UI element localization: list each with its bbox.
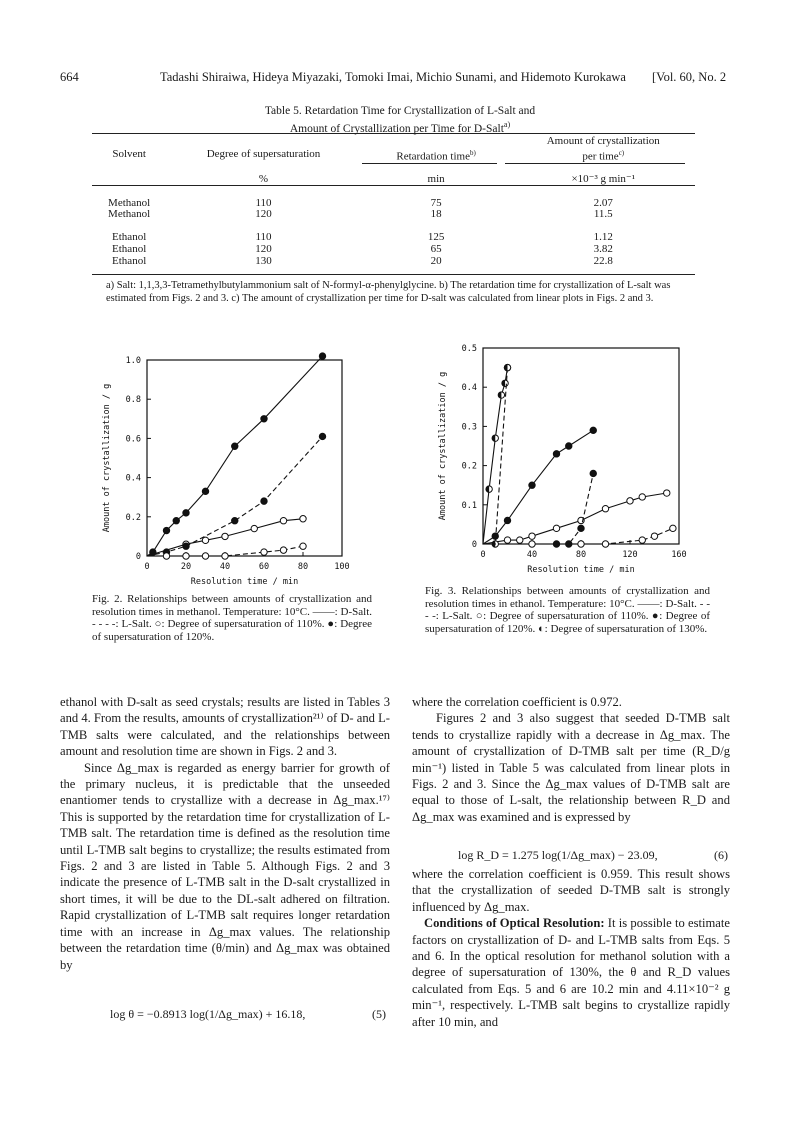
data-point: [566, 443, 572, 449]
y-tick-label: 0.3: [461, 422, 477, 433]
paragraph: ethanol with D-salt as seed crystals; results are listed in Tables 3 and 4. From the results, amounts of crystallization²¹⁾ of D- and L-TMB salts were calculated, and the relationships between amount and resolution time are shown in Figs. 2 and 3.: [60, 695, 390, 759]
data-point: [232, 518, 238, 524]
unit-time: min: [427, 173, 445, 186]
table-footnote: a) Salt: 1,1,3,3-Tetramethylbutylammonium salt of N-formyl-α-phenylglycine. b) The retardation time for crystallization of L-salt was estimated from Figs. 2 and 3. c) The amount of crystallization per time for D-salt was calculated from linear plots in Figs. 2 and 3.: [106, 280, 671, 304]
page-number: 664: [60, 70, 79, 84]
header-solvent: Solvent: [112, 148, 146, 161]
equation-5-number: (5): [372, 1007, 386, 1021]
x-tick-label: 40: [219, 562, 231, 572]
x-tick-label: 20: [180, 562, 192, 572]
paragraph: Figures 2 and 3 also suggest that seeded D-TMB salt tends to crystallize rapidly with a decrease in Δg_max. The amount of crystallization of D-TMB salt per time (R_D/g min⁻¹) listed in Table 5 was calculated from linear plots in Figs. 2 and 3. Since the Δg_max values of D-TMB salt are equal to those of L-salt, the relationship between R_D and Δg_max was examined and is expressed by: [412, 711, 730, 824]
data-point: [300, 516, 306, 522]
series-line: [147, 436, 323, 556]
data-point: [517, 537, 523, 543]
data-point: [319, 353, 325, 359]
table-5: [92, 136, 695, 267]
left-column: [60, 694, 390, 973]
equation-5: log θ = −0.8913 log(1/Δg_max) + 16.18,: [110, 1007, 306, 1021]
paragraph: where the correlation coefficient is 0.972.: [412, 695, 622, 709]
figure-3-chart: [436, 337, 696, 582]
data-point: [222, 533, 228, 539]
data-point: [202, 488, 208, 494]
plot-frame: [483, 348, 679, 544]
data-point: [590, 427, 596, 433]
data-point: [627, 498, 633, 504]
data-point: [163, 553, 169, 559]
x-tick-label: 60: [258, 562, 270, 572]
data-point: [651, 533, 657, 539]
table-row: Ethanol 130 20 22.8: [112, 254, 613, 267]
series-line: [483, 430, 593, 544]
header-per-time: per time$^{c)}$: [582, 148, 625, 163]
table-top-rule: [92, 133, 695, 134]
table-row: Ethanol 120 65 3.82: [112, 243, 613, 255]
data-point: [183, 510, 189, 516]
data-point: [602, 506, 608, 512]
header-amount: Amount of crystallization: [546, 135, 660, 147]
unit-amount: ×10⁻³ g min⁻¹: [571, 173, 635, 186]
paragraph: where the correlation coefficient is 0.959. This result shows that the crystallization of seeded D-TMB salt is strongly influenced by Δg_max.: [412, 867, 730, 914]
right-column-lower: [412, 866, 730, 1030]
data-point: [280, 518, 286, 524]
table-title-line1: Table 5. Retardation Time for Crystallization of L-Salt and: [264, 105, 536, 117]
data-point: [529, 541, 535, 547]
data-point: [251, 525, 257, 531]
section-heading: Conditions of Optical Resolution:: [424, 916, 605, 931]
data-point: [202, 553, 208, 559]
rule-retardation: [362, 163, 497, 164]
series-line: [147, 356, 323, 556]
table-row: Methanol 120 18 11.5: [108, 208, 613, 221]
plot-frame: [147, 360, 342, 556]
data-point: [529, 533, 535, 539]
y-tick-label: 0.2: [461, 461, 477, 472]
data-point: [639, 537, 645, 543]
data-point: [183, 553, 189, 559]
y-axis-label: Amount of crystallization / g: [438, 371, 448, 521]
figure-2-caption: Fig. 2. Relationships between amounts of crystallization and resolution times in methanol. Temperature: 10°C. ——: D-Salt. - - - -: L-Salt. ○: Degree of supersaturation of 110%. ●: Degree of supersaturation of 120%.: [92, 593, 372, 643]
running-authors: Tadashi Shiraiwa, Hideya Miyazaki, Tomoki Imai, Michio Sunami, and Hidemoto Kurokawa: [160, 70, 626, 84]
unit-degree: %: [258, 173, 269, 186]
data-point: [163, 527, 169, 533]
data-point: [529, 482, 535, 488]
data-point: [578, 525, 584, 531]
data-point: [319, 433, 325, 439]
data-point: [639, 494, 645, 500]
y-tick-label: 0.4: [461, 383, 477, 394]
data-point: [183, 543, 189, 549]
y-tick-label: 0.4: [125, 473, 141, 484]
y-tick-label: 0.5: [461, 344, 477, 354]
data-point: [602, 541, 608, 547]
x-tick-label: 160: [671, 550, 687, 560]
x-tick-label: 120: [622, 550, 638, 560]
data-point: [261, 416, 267, 422]
data-point: [590, 470, 596, 476]
equation-6: log R_D = 1.275 log(1/Δg_max) − 23.09,: [458, 848, 658, 862]
paragraph: Since Δg_max is regarded as energy barrier for growth of the primary nucleus, it is predictable that the unseeded enantiomer tends to crystallize with a decrease in Δg_max.¹⁷⁾ This is supported by the retardation time for crystallization of L-TMB salt. The retardation time is defined as the resolution time until L-TMB salt begins to crystallize; the results estimated from Figs. 2 and 3 are listed in Table 5. Although Figs. 2 and 3 indicate the presence of L-TMB salt in the D-salt crystallized in short times, it will be due to the DL-salt adhered on filtration. Rapid crystallization of L-TMB salt requires longer retardation time with an increase in Δg_max values. The relationship between the retardation time (θ/min) and Δg_max was obtained by: [60, 760, 390, 972]
data-point: [173, 518, 179, 524]
data-point: [578, 541, 584, 547]
data-point: [261, 498, 267, 504]
table-row: Methanol 110 75 2.07: [108, 196, 613, 209]
y-tick-label: 0.1: [461, 500, 477, 511]
data-point: [280, 547, 286, 553]
x-tick-label: 100: [334, 562, 350, 572]
right-column: [412, 694, 730, 825]
data-point: [222, 553, 228, 559]
figure-2-chart: [100, 345, 360, 590]
x-tick-label: 0: [480, 550, 486, 560]
data-point: [261, 549, 267, 555]
y-axis-label: Amount of crystallization / g: [102, 383, 112, 533]
y-tick-label: 0.2: [125, 512, 141, 523]
volume-info: [Vol. 60, No. 2: [652, 70, 727, 84]
y-tick-label: 0: [471, 540, 477, 550]
x-tick-label: 80: [297, 562, 309, 572]
equation-6-number: (6): [714, 848, 728, 862]
paragraph: It is possible to estimate factors on crystallization of D- and L-TMB salts from Eqs. 5 and 6. In the optical resolution for methanol solution with a degree of supersaturation of 130%, the θ and R_D values calculated from Eqs. 5 and 6 are 10.2 min and 4.11×10⁻² g min⁻¹, respectively. L-TMB salt begins to crystallize rapidly after 10 min, and: [412, 916, 730, 1029]
y-tick-label: 0.8: [125, 395, 141, 406]
header-retardation: Retardation time$^{b)}$: [396, 148, 476, 163]
data-point: [300, 543, 306, 549]
data-point: [670, 525, 676, 531]
table-bottom-rule: [92, 274, 695, 275]
x-axis-label: Resolution time / min: [527, 565, 635, 575]
data-point: [504, 537, 510, 543]
rule-amount: [505, 163, 685, 164]
header-degree: Degree of supersaturation: [206, 148, 321, 161]
figure-3-caption: Fig. 3. Relationships between amounts of crystallization and resolution times in ethanol. Temperature: 10°C. ——: D-Salt. - - - -: L-Salt. ○: Degree of supersaturation of 110%. ●: Degree of supersaturation of 120%. ◐: Degree of supersaturation of 130%.: [425, 585, 710, 635]
x-tick-label: 80: [575, 550, 587, 560]
y-tick-label: 0.6: [125, 434, 141, 445]
table-row: Ethanol 110 125 1.12: [112, 231, 613, 244]
data-point: [553, 525, 559, 531]
data-point: [664, 490, 670, 496]
y-tick-label: 1.0: [125, 356, 141, 366]
y-tick-label: 0: [135, 552, 141, 562]
x-axis-label: Resolution time / min: [190, 577, 299, 587]
data-point: [504, 517, 510, 523]
x-tick-label: 0: [144, 562, 150, 572]
table-title-line2: Amount of Crystallization per Time for D-Salt$^{a)}$: [289, 120, 511, 135]
x-tick-label: 40: [526, 550, 538, 560]
table-mid-rule: [92, 185, 695, 186]
data-point: [232, 443, 238, 449]
data-point: [553, 451, 559, 457]
data-point: [202, 537, 208, 543]
